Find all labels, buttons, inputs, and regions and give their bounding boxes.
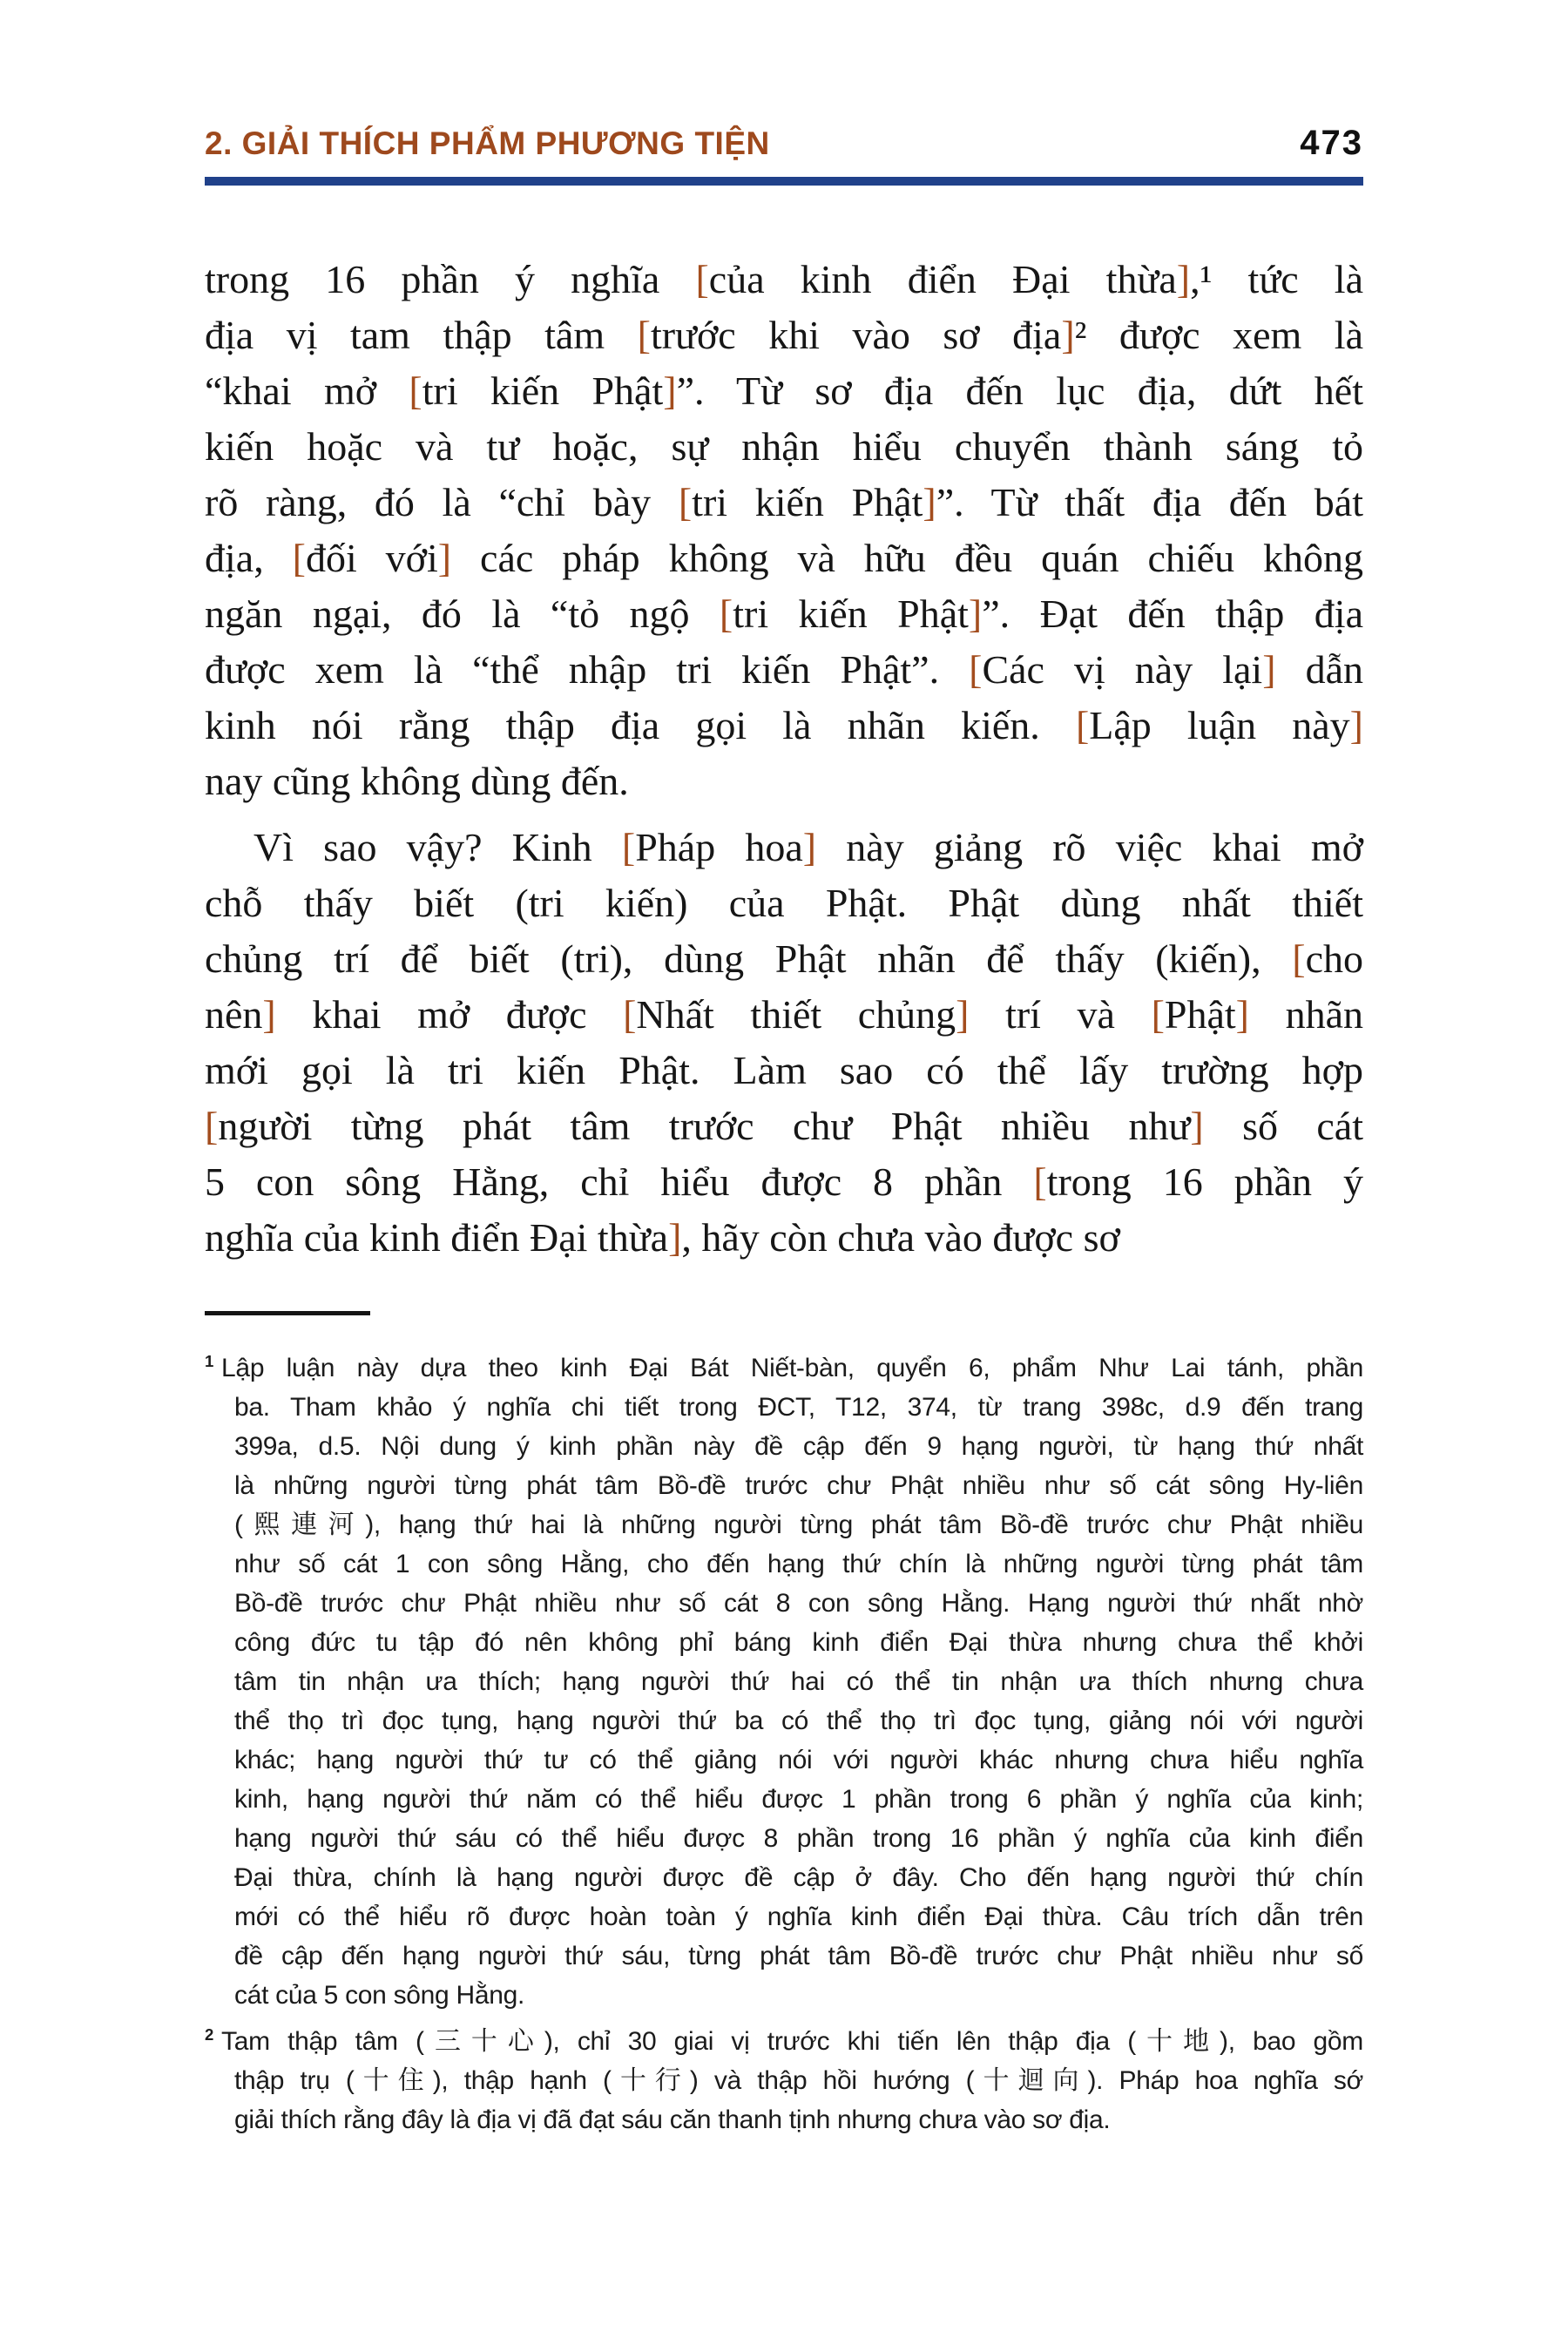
footnote-line: thể thọ trì đọc tụng, hạng người thứ ba có thể thọ trì đọc tụng, giảng nói với người [234,1707,1363,1735]
footnote-line: (熙連河), hạng thứ hai là những người từng phát tâm Bồ-đề trước chư Phật nhiều [234,1511,1363,1539]
bracket: [ [695,257,709,301]
text-line: chủng trí để biết (tri), dùng Phật nhãn để thấy (kiến), [cho [205,936,1363,981]
paragraph [205,252,1363,809]
bracket: [ [409,368,422,413]
paragraph [205,820,1363,1266]
body-text [205,252,1363,1266]
text-line: “khai mở [tri kiến Phật]”. Từ sơ địa đến lục địa, dứt hết [205,368,1363,413]
bracket: ] [968,591,983,636]
header-rule [205,177,1363,186]
text-line: nghĩa của kinh điển Đại thừa], hãy còn chưa vào được sơ [205,1215,1120,1260]
footnote-separator [205,1311,370,1315]
text-line: địa vị tam thập tâm [trước khi vào sơ địa]² được xem là [205,313,1363,357]
text-line: được xem là “thể nhập tri kiến Phật”. [Các vị này lại] dẫn [205,647,1363,692]
bracket: ] [437,536,452,580]
bracket: [ [637,313,651,357]
text-line: Vì sao vậy? Kinh [Pháp hoa] này giảng rõ việc khai mở [253,825,1363,869]
text-line: trong 16 phần ý nghĩa [của kinh điển Đại thừa],¹ tức là [205,257,1364,301]
bracket: [ [292,536,306,580]
bracket: ] [802,825,817,869]
footnote [205,2015,1363,2139]
bracket: ] [956,992,970,1037]
bracket: [ [719,591,733,636]
bracket: ] [923,480,936,524]
footnote-line: đề cập đến hạng người thứ sáu, từng phát tâm Bồ-đề trước chư Phật nhiều như số [234,1942,1363,1970]
footnote-line: cát của 5 con sông Hằng. [234,1981,525,2010]
footnote-line: thập trụ (十住), thập hạnh (十行) và thập hồi hướng (十迴向). Pháp hoa nghĩa sớ [234,2066,1363,2095]
footnote-marker: 1 [205,1352,214,1370]
text-line: nay cũng không dùng đến. [205,759,629,803]
footnote-line: là những người từng phát tâm Bồ-đề trước chư Phật nhiều như số cát sông Hy-liên [234,1471,1363,1500]
bracket: [ [623,992,637,1037]
footnote-line: như số cát 1 con sông Hằng, cho đến hạng thứ chín là những người từng phát tâm [234,1550,1363,1578]
bracket: ] [668,1215,682,1260]
bracket: ] [1262,647,1276,692]
bracket: ] [1235,992,1249,1037]
bracket: ] [262,992,276,1037]
bracket: [ [1151,992,1165,1037]
bracket: ] [663,368,677,413]
text-line: nên] khai mở được [Nhất thiết chủng] trí và [Phật] nhãn [205,992,1364,1037]
text-line: kinh nói rằng thập địa gọi là nhãn kiến. [Lập luận này] [205,703,1363,747]
bracket: [ [969,647,983,692]
footnote-line: giải thích rằng đây là địa vị đã đạt sáu căn thanh tịnh nhưng chưa vào sơ địa. [234,2105,1111,2134]
text-line: 5 con sông Hằng, chỉ hiểu được 8 phần [trong 16 phần ý [205,1159,1363,1204]
footnote-line: kinh, hạng người thứ năm có thể hiểu được 1 phần trong 6 phần ý nghĩa của kinh; [234,1785,1363,1814]
footnote-line: Bồ-đề trước chư Phật nhiều như số cát 8 con sông Hằng. Hạng người thứ nhất nhờ [234,1589,1363,1618]
footnote-line: $^2$ Tam thập tâm (三十心), chỉ 30 giai vị trước khi tiến lên thập địa (十地), bao gồm [205,2025,1363,2056]
text-line: [người từng phát tâm trước chư Phật nhiều như] số cát [205,1104,1363,1148]
footnote-line: tâm tin nhận ưa thích; hạng người thứ hai có thể tin nhận ưa thích nhưng chưa [234,1667,1363,1696]
text-line: mới gọi là tri kiến Phật. Làm sao có thể lấy trường hợp [205,1048,1363,1092]
footnote-line: khác; hạng người thứ tư có thể giảng nói với người khác nhưng chưa hiểu nghĩa [234,1746,1363,1774]
bracket: ] [1190,1104,1204,1148]
text-line: chỗ thấy biết (tri kiến) của Phật. Phật dùng nhất thiết [205,881,1363,925]
footnote-line: công đức tu tập đó nên không phỉ báng kinh điển Đại thừa nhưng chưa thể khởi [234,1628,1363,1657]
bracket: [ [621,825,636,869]
bracket: [ [678,480,693,524]
bracket: ] [1061,313,1075,357]
footnote [205,1342,1363,2015]
page-number: 473 [1300,124,1363,162]
footnotes [205,1342,1363,2139]
footnote-line: 399a, d.5. Nội dung ý kinh phần này đề cập đến 9 hạng người, từ hạng thứ nhất [234,1432,1363,1461]
bracket: ] [1176,257,1191,301]
footnote-line: hạng người thứ sáu có thể hiểu được 8 phần trong 16 phần ý nghĩa của kinh điển [234,1824,1363,1853]
bracket: ] [1349,703,1363,747]
bracket: [ [1075,703,1090,747]
chapter-title: 2. GIẢI THÍCH PHẨM PHƯƠNG TIỆN [205,125,770,161]
text-line: rõ ràng, đó là “chỉ bày [tri kiến Phật]”. Từ thất địa đến bát [205,480,1364,524]
text-line: kiến hoặc và tư hoặc, sự nhận hiểu chuyển thành sáng tỏ [205,424,1363,469]
text-line: địa, [đối với] các pháp không và hữu đều quán chiếu không [205,536,1364,580]
page-header [205,124,1363,163]
footnote-line: ba. Tham khảo ý nghĩa chi tiết trong ĐCT, T12, 374, từ trang 398c, d.9 đến trang [234,1393,1363,1422]
footnote-marker: 2 [205,2025,214,2044]
bracket: [ [1033,1159,1047,1204]
bracket: [ [205,1104,219,1148]
footnote-line: mới có thể hiểu rõ được hoàn toàn ý nghĩa kinh điển Đại thừa. Câu trích dẫn trên [234,1903,1363,1931]
footnote-line: Đại thừa, chính là hạng người được đề cập ở đây. Cho đến hạng người thứ chín [234,1863,1363,1892]
text-line: ngăn ngại, đó là “tỏ ngộ [tri kiến Phật]”. Đạt đến thập địa [205,591,1363,636]
footnote-line: $^1$ Lập luận này dựa theo kinh Đại Bát Niết-bàn, quyển 6, phẩm Như Lai tánh, phần [205,1352,1363,1382]
bracket: [ [1292,936,1306,981]
